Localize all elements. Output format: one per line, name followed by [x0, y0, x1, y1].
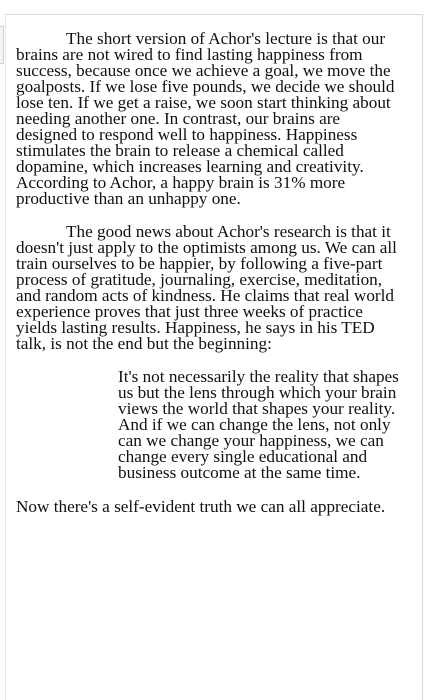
- paragraph-lecture-summary: The short version of Achor's lecture is that our brains are not wired to find lasting happiness from success, because once we achieve a goal, we move the goalposts. If we lose five pounds, we decide we should lose ten. If we get a raise, we soon start thinking about needing another one. In contrast, our brains are designed to respond well to happiness. Happiness stimulates the brain to release a chemical called dopamine, which increases learning and creativity. According to Achor, a happy brain is 31% more productive than an unhappy one.: [16, 29, 395, 208]
- paragraph-closing: Now there's a self-evident truth we can all appreciate.: [16, 497, 386, 516]
- paragraph-good-news: The good news about Achor's research is that it doesn't just apply to the optimists among us. We can all train ourselves to be happier, by following a five-part process of gratitude, journaling, exercise, meditation, and random acts of kindness. He claims that real world experience proves that just three weeks of practice yields lasting results. Happiness, he says in his TED talk, is not the end but the beginning:: [16, 222, 397, 353]
- block-quote: It's not necessarily the reality that shapes us but the lens through which your brain views the world that shapes your reality. And if we can change the lens, not only can we change your happiness, we can change every single educational and business outcome at the same time.: [118, 367, 399, 482]
- document-body: [16, 31, 404, 515]
- left-edge-marker: [0, 26, 4, 64]
